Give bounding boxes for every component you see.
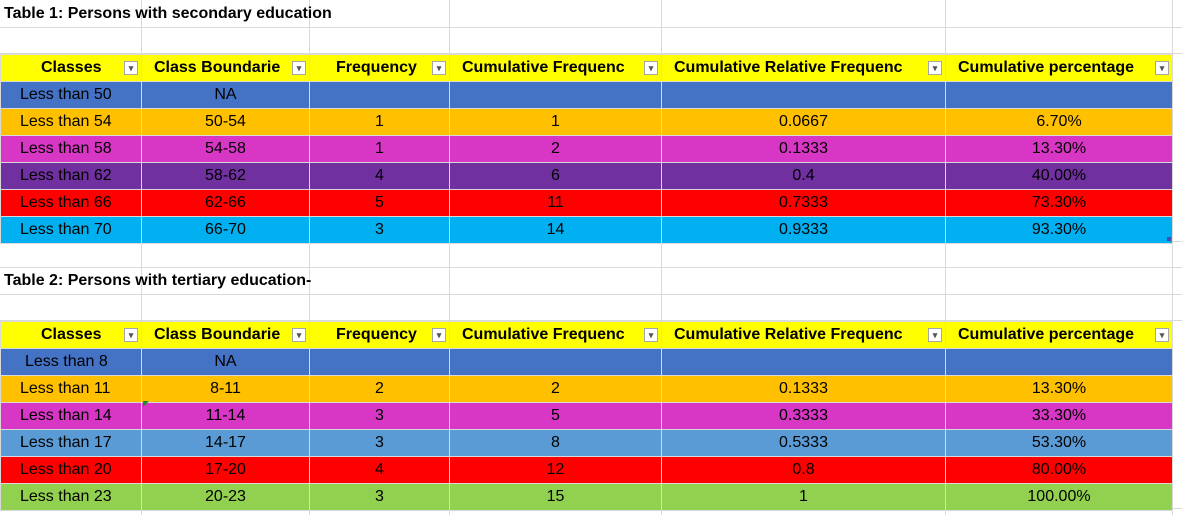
column-header[interactable] — [1, 55, 142, 82]
class-cell[interactable]: Less than 23 — [1, 484, 142, 511]
table1-title: Table 1: Persons with secondary education — [4, 5, 332, 22]
value-cell[interactable]: 66-70 — [142, 217, 310, 244]
value-cell[interactable]: 20-23 — [142, 484, 310, 511]
value-cell[interactable]: NA — [142, 82, 310, 109]
filter-dropdown-icon[interactable]: ▾ — [292, 328, 306, 342]
value-cell[interactable]: 73.30% — [946, 190, 1173, 217]
class-cell[interactable]: Less than 11 — [1, 376, 142, 403]
table-row — [1, 349, 1173, 376]
table-row — [1, 430, 1173, 457]
column-header[interactable] — [310, 322, 450, 349]
filter-dropdown-icon[interactable]: ▾ — [928, 61, 942, 75]
table-row — [1, 376, 1173, 403]
value-cell[interactable]: 11-14 — [142, 403, 310, 430]
value-cell[interactable]: 14 — [450, 217, 662, 244]
table2 — [0, 321, 1173, 511]
column-header[interactable] — [662, 322, 946, 349]
class-cell[interactable]: Less than 8 — [1, 349, 142, 376]
table-row — [1, 403, 1173, 430]
value-cell[interactable]: 58-62 — [142, 163, 310, 190]
table-row — [1, 190, 1173, 217]
table2-title: Table 2: Persons with tertiary education- — [4, 272, 312, 289]
column-header-label: Cumulative percentage — [958, 326, 1135, 343]
value-cell[interactable]: 2 — [450, 376, 662, 403]
value-cell[interactable]: 4 — [310, 457, 450, 484]
value-cell[interactable]: 0.8 — [662, 457, 946, 484]
value-cell[interactable]: 0.0667 — [662, 109, 946, 136]
filter-dropdown-icon[interactable]: ▾ — [124, 328, 138, 342]
column-header-label: Classes — [41, 326, 102, 343]
filter-dropdown-icon[interactable]: ▾ — [644, 328, 658, 342]
value-cell[interactable]: 2 — [450, 136, 662, 163]
value-cell[interactable]: 3 — [310, 430, 450, 457]
column-header[interactable] — [142, 322, 310, 349]
column-header[interactable] — [946, 55, 1173, 82]
value-cell[interactable]: 4 — [310, 163, 450, 190]
filter-dropdown-icon[interactable]: ▾ — [1155, 61, 1169, 75]
column-header-label: Cumulative Relative Frequenc — [674, 59, 903, 76]
value-cell[interactable]: 3 — [310, 217, 450, 244]
column-header-label: Class Boundarie — [154, 59, 281, 76]
value-cell[interactable]: 54-58 — [142, 136, 310, 163]
grid-row-line — [0, 294, 1182, 295]
value-cell[interactable]: 2 — [310, 376, 450, 403]
column-header[interactable] — [310, 55, 450, 82]
value-cell[interactable]: 0.1333 — [662, 136, 946, 163]
value-cell[interactable] — [310, 349, 450, 376]
value-cell[interactable]: 1 — [662, 484, 946, 511]
class-cell[interactable]: Less than 17 — [1, 430, 142, 457]
class-cell[interactable]: Less than 66 — [1, 190, 142, 217]
value-cell[interactable]: 0.5333 — [662, 430, 946, 457]
value-cell[interactable] — [450, 349, 662, 376]
value-cell[interactable]: 33.30% — [946, 403, 1173, 430]
value-cell[interactable]: 93.30% — [946, 217, 1173, 244]
column-header-label: Cumulative Frequenc — [462, 59, 625, 76]
column-header[interactable] — [450, 322, 662, 349]
value-cell[interactable]: 8 — [450, 430, 662, 457]
value-cell[interactable] — [946, 349, 1173, 376]
class-cell[interactable]: Less than 62 — [1, 163, 142, 190]
value-cell[interactable]: 14-17 — [142, 430, 310, 457]
class-cell[interactable]: Less than 14 — [1, 403, 142, 430]
table-row — [1, 136, 1173, 163]
column-header[interactable] — [946, 322, 1173, 349]
table-row — [1, 217, 1173, 244]
value-cell[interactable]: 3 — [310, 484, 450, 511]
value-cell[interactable]: 53.30% — [946, 430, 1173, 457]
value-cell[interactable]: 3 — [310, 403, 450, 430]
value-cell[interactable]: 0.7333 — [662, 190, 946, 217]
column-header-label: Cumulative percentage — [958, 59, 1135, 76]
value-cell[interactable] — [310, 82, 450, 109]
table-header-row — [1, 322, 1173, 349]
column-header[interactable] — [662, 55, 946, 82]
value-cell[interactable]: 17-20 — [142, 457, 310, 484]
table-row — [1, 109, 1173, 136]
value-cell[interactable]: 6 — [450, 163, 662, 190]
table-row — [1, 457, 1173, 484]
class-cell[interactable]: Less than 58 — [1, 136, 142, 163]
table-header-row — [1, 55, 1173, 82]
column-header-label: Cumulative Relative Frequenc — [674, 326, 903, 343]
table-resize-handle-icon[interactable] — [1167, 237, 1171, 241]
filter-dropdown-icon[interactable]: ▾ — [644, 61, 658, 75]
value-cell[interactable]: 8-11 — [142, 376, 310, 403]
column-header[interactable] — [1, 322, 142, 349]
value-cell[interactable]: 40.00% — [946, 163, 1173, 190]
value-cell[interactable]: 100.00% — [946, 484, 1173, 511]
grid-row-line — [0, 27, 1182, 28]
value-cell[interactable]: 13.30% — [946, 136, 1173, 163]
column-header-label: Class Boundarie — [154, 326, 281, 343]
column-header-label: Classes — [41, 59, 102, 76]
value-cell[interactable]: 1 — [450, 109, 662, 136]
column-header[interactable] — [142, 55, 310, 82]
value-cell[interactable]: 1 — [310, 136, 450, 163]
value-cell[interactable]: 1 — [310, 109, 450, 136]
value-cell[interactable]: 50-54 — [142, 109, 310, 136]
class-cell[interactable]: Less than 70 — [1, 217, 142, 244]
class-cell[interactable]: Less than 54 — [1, 109, 142, 136]
value-cell[interactable]: 0.3333 — [662, 403, 946, 430]
column-header-label: Frequency — [336, 326, 417, 343]
table-row — [1, 484, 1173, 511]
value-cell[interactable] — [662, 82, 946, 109]
filter-dropdown-icon[interactable]: ▾ — [432, 61, 446, 75]
column-header-label: Frequency — [336, 59, 417, 76]
class-cell[interactable]: Less than 20 — [1, 457, 142, 484]
value-cell[interactable] — [450, 82, 662, 109]
filter-dropdown-icon[interactable]: ▾ — [1155, 328, 1169, 342]
value-cell[interactable]: 12 — [450, 457, 662, 484]
value-cell[interactable]: 5 — [310, 190, 450, 217]
value-cell[interactable] — [662, 349, 946, 376]
value-cell[interactable]: 5 — [450, 403, 662, 430]
class-cell[interactable]: Less than 50 — [1, 82, 142, 109]
filter-dropdown-icon[interactable]: ▾ — [124, 61, 138, 75]
value-cell[interactable]: 15 — [450, 484, 662, 511]
value-cell[interactable]: 6.70% — [946, 109, 1173, 136]
filter-dropdown-icon[interactable]: ▾ — [928, 328, 942, 342]
value-cell[interactable]: 13.30% — [946, 376, 1173, 403]
value-cell[interactable]: 11 — [450, 190, 662, 217]
value-cell[interactable]: 0.9333 — [662, 217, 946, 244]
table-row — [1, 163, 1173, 190]
column-header-label: Cumulative Frequenc — [462, 326, 625, 343]
filter-dropdown-icon[interactable]: ▾ — [292, 61, 306, 75]
value-cell[interactable]: 0.1333 — [662, 376, 946, 403]
value-cell[interactable] — [946, 82, 1173, 109]
value-cell[interactable]: 0.4 — [662, 163, 946, 190]
cell-error-indicator-icon — [143, 401, 149, 407]
value-cell[interactable]: NA — [142, 349, 310, 376]
filter-dropdown-icon[interactable]: ▾ — [432, 328, 446, 342]
table1 — [0, 54, 1173, 244]
table-row — [1, 82, 1173, 109]
value-cell[interactable]: 62-66 — [142, 190, 310, 217]
value-cell[interactable]: 80.00% — [946, 457, 1173, 484]
column-header[interactable] — [450, 55, 662, 82]
